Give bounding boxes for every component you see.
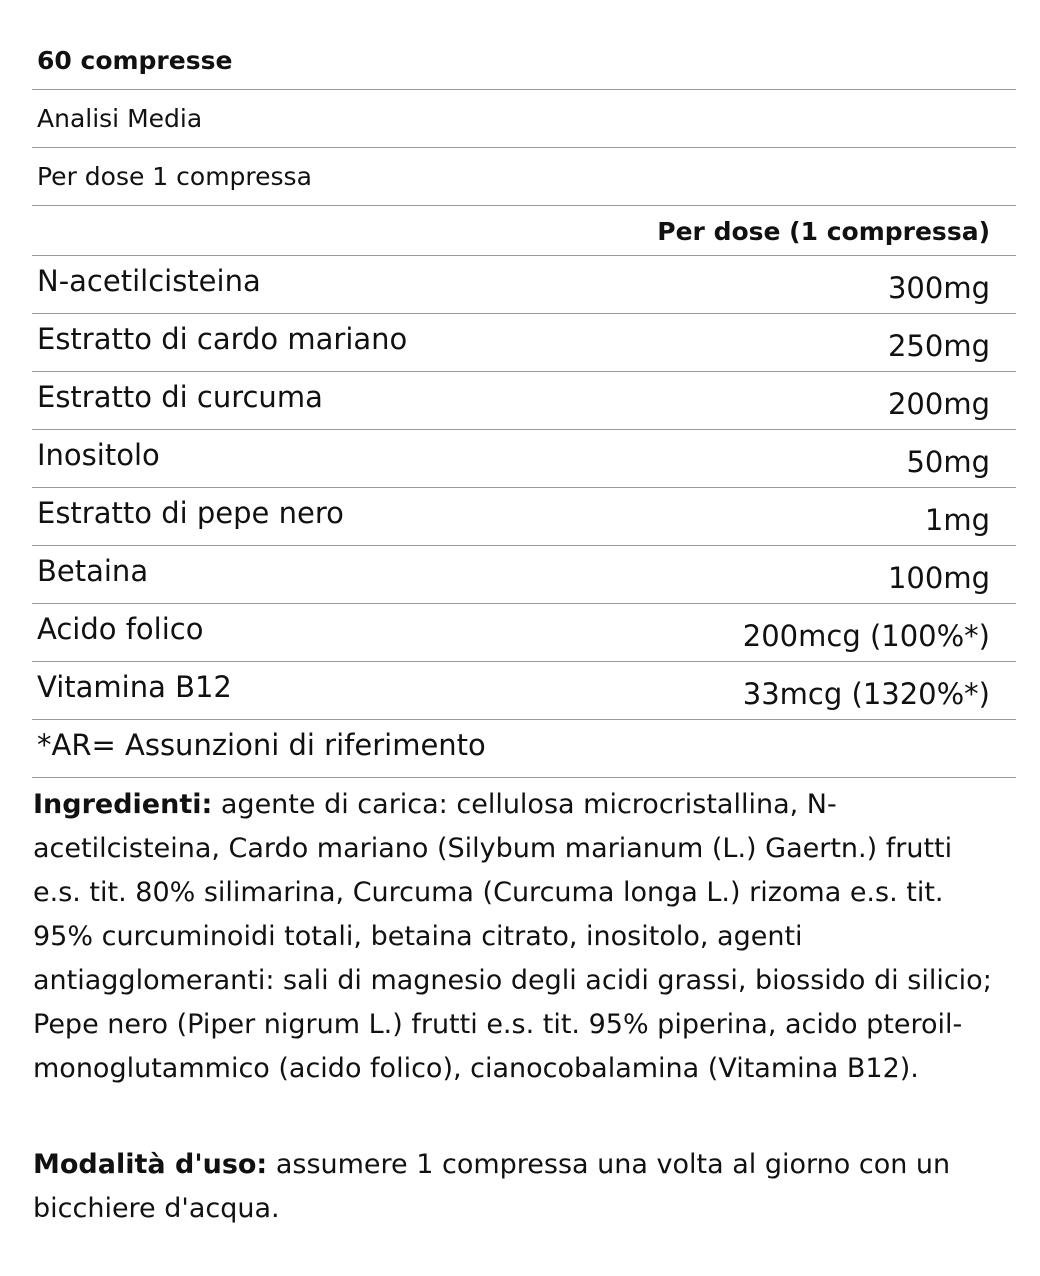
nutrient-name: Inositolo — [37, 437, 160, 472]
dose-row — [32, 148, 1016, 206]
column-header: Per dose (1 compressa) — [657, 217, 990, 246]
table-row — [32, 604, 1016, 662]
table-row — [32, 372, 1016, 430]
table-row — [32, 256, 1016, 314]
nutrient-name: Estratto di pepe nero — [37, 495, 344, 530]
package-title-row — [32, 32, 1016, 90]
ingredients-label: Ingredienti: — [33, 789, 213, 820]
nutrient-amount: 100mg — [887, 560, 990, 595]
table-row — [32, 314, 1016, 372]
nutrient-amount: 33mcg (1320%*) — [742, 676, 990, 711]
nutrient-name: N-acetilcisteina — [37, 263, 261, 298]
nutrient-amount: 1mg — [924, 502, 990, 537]
footnote-row — [32, 720, 1016, 778]
usage-paragraph — [33, 1143, 1008, 1231]
nutrient-name: Estratto di cardo mariano — [37, 321, 408, 356]
usage-text: assumere 1 compressa una volta al giorno con un bicchiere d'acqua. — [33, 1149, 951, 1224]
table-row — [32, 662, 1016, 720]
reference-intake-footnote: *AR= Assunzioni di riferimento — [37, 727, 486, 762]
table-row — [32, 546, 1016, 604]
nutrient-name: Estratto di curcuma — [37, 379, 323, 414]
analysis-label: Analisi Media — [37, 104, 203, 133]
nutrient-amount: 200mg — [887, 386, 990, 421]
table-header-row — [32, 206, 1016, 256]
ingredients-text: agente di carica: cellulosa microcristallina, N-acetilcisteina, Cardo mariano (Silybum marianum (L.) Gaertn.) frutti e.s. tit. 80% silimarina, Curcuma (Curcuma longa L.) rizoma e.s. tit. 95% curcuminoidi totali, betaina citrato, inositolo, agenti antiagglomeranti: sali di magnesio degli acidi grassi, biossido di silicio; Pepe nero (Piper nigrum L.) frutti e.s. tit. 95% piperina, acido pteroil-monoglutammico (acido folico), cianocobalamina (Vitamina B12). — [33, 789, 992, 1084]
dose-label: Per dose 1 compressa — [37, 162, 312, 191]
nutrient-name: Acido folico — [37, 611, 204, 646]
ingredients-paragraph — [33, 783, 1008, 1091]
usage-label: Modalità d'uso: — [33, 1149, 268, 1180]
nutrition-table — [32, 32, 1016, 778]
analysis-row — [32, 90, 1016, 148]
nutrient-amount: 300mg — [887, 270, 990, 305]
nutrient-name: Vitamina B12 — [37, 669, 232, 704]
nutrient-name: Betaina — [37, 553, 149, 588]
nutrient-amount: 50mg — [906, 444, 990, 479]
table-row — [32, 488, 1016, 546]
package-title: 60 compresse — [37, 46, 233, 75]
nutrient-amount: 250mg — [887, 328, 990, 363]
table-row — [32, 430, 1016, 488]
nutrient-amount: 200mcg (100%*) — [742, 618, 990, 653]
